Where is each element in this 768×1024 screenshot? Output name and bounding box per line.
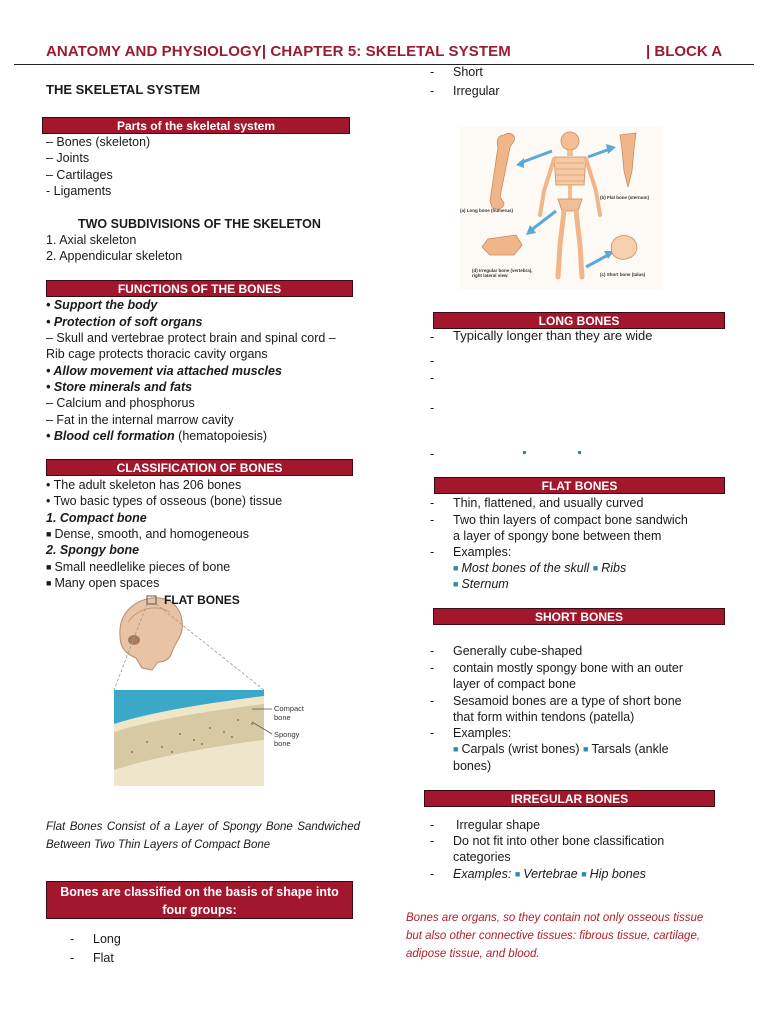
dash-bullet: -: [430, 496, 435, 510]
function-blood-rest: (hematopoiesis): [174, 429, 268, 443]
teal-bullet-icon: ■: [453, 579, 459, 589]
long-bones-heading-bar: LONG BONES: [433, 312, 725, 329]
dash-bullet: -: [430, 371, 435, 385]
classification-spongy-desc: ■ Many open spaces: [46, 576, 160, 590]
classification-two-types: • Two basic types of osseous (bone) tissue: [46, 494, 283, 508]
teal-bullet-icon: ■: [453, 744, 459, 754]
teal-bullet-icon: ■: [581, 869, 587, 879]
function-fat: – Fat in the internal marrow cavity: [46, 413, 234, 427]
teal-bullet-icon: [523, 451, 526, 454]
function-store: • Store minerals and fats: [46, 380, 193, 394]
short-bone-figure-label: (c) Short bone (talus): [600, 272, 646, 277]
irregular-bones-item-continued: categories: [453, 850, 511, 864]
square-bullet-icon: ■: [46, 529, 52, 539]
dash-bullet: -: [430, 818, 435, 832]
function-support: • Support the body: [46, 298, 158, 312]
flat-bone-illustration: [112, 592, 336, 788]
dash-bullet: -: [70, 932, 75, 946]
flat-bones-caption: Flat Bones Consist of a Layer of Spongy Bone Sandwiched Between Two Thin Layers of Compact Bone: [46, 821, 360, 851]
function-blood-bold: • Blood cell formation: [46, 429, 175, 443]
flat-bones-examples: ■ Sternum: [453, 577, 509, 591]
flat-bone-figure-label: (b) Flat bone (sternum): [600, 195, 649, 200]
function-calcium: – Calcium and phosphorus: [46, 396, 195, 410]
function-ribcage-line: Rib cage protects thoracic cavity organs: [46, 347, 268, 361]
flat-bones-item: Thin, flattened, and usually curved: [453, 496, 644, 510]
short-bones-item: contain mostly spongy bone with an outer: [453, 661, 683, 675]
subdivision-item: 2. Appendicular skeleton: [46, 249, 183, 263]
flat-bones-heading-bar: FLAT BONES: [434, 477, 725, 494]
shape-classification-box: Bones are classified on the basis of shape into four groups:: [46, 881, 353, 919]
square-bullet-icon: ■: [46, 562, 52, 572]
document-header-title: ANATOMY AND PHYSIOLOGY| CHAPTER 5: SKELETAL SYSTEM: [46, 43, 511, 60]
classification-adult: • The adult skeleton has 206 bones: [46, 478, 242, 492]
parts-item: – Bones (skeleton): [46, 135, 151, 149]
classification-spongy: 2. Spongy bone: [46, 543, 140, 557]
parts-item: – Cartilages: [46, 168, 113, 182]
function-protection: • Protection of soft organs: [46, 315, 203, 329]
short-bones-examples-label: Examples:: [453, 726, 512, 740]
dash-bullet: -: [430, 84, 435, 98]
subdivision-item: 1. Axial skeleton: [46, 233, 137, 247]
document-header-block: | BLOCK A: [646, 43, 723, 60]
dash-bullet: -: [430, 694, 435, 708]
function-blood: [46, 428, 267, 444]
short-bones-item-continued: layer of compact bone: [453, 677, 576, 691]
header-divider: [14, 64, 754, 65]
classification-spongy-desc: ■ Small needlelike pieces of bone: [46, 560, 231, 574]
short-bones-examples-continued: bones): [453, 759, 492, 773]
dash-bullet: -: [430, 726, 435, 740]
irregular-bones-examples: Examples: ■ Vertebrae ■ Hip bones: [453, 867, 646, 881]
dash-bullet: -: [430, 354, 435, 368]
dash-bullet: -: [430, 545, 435, 559]
teal-bullet-icon: ■: [592, 563, 599, 573]
flat-bones-item: Two thin layers of compact bone sandwich: [453, 513, 688, 527]
dash-bullet: -: [430, 65, 435, 79]
square-bullet-icon: ■: [46, 578, 52, 588]
short-bones-examples: ■ Carpals (wrist bones) ■ Tarsals (ankle: [453, 742, 669, 756]
shape-item-flat: Flat: [93, 951, 114, 965]
irregular-bones-item: Irregular shape: [456, 818, 541, 832]
flat-bone-figure: [112, 592, 336, 788]
short-bones-item: Sesamoid bones are a type of short bone: [453, 694, 682, 708]
dash-bullet: -: [430, 447, 435, 461]
parts-item: – Joints: [46, 151, 90, 165]
function-skull-line: – Skull and vertebrae protect brain and spinal cord –: [46, 331, 336, 345]
dash-bullet: -: [70, 951, 75, 965]
classification-compact-desc: ■ Dense, smooth, and homogeneous: [46, 527, 250, 541]
functions-heading-bar: FUNCTIONS OF THE BONES: [46, 280, 353, 297]
dash-bullet: -: [430, 513, 435, 527]
bones-are-organs-note: Bones are organs, so they contain not only osseous tissue but also other connective tissues: fibrous tissue, cartilage, adipose tissue, and blood.: [406, 912, 704, 960]
flat-bones-examples: ■ Most bones of the skull ■ Ribs: [453, 561, 627, 575]
teal-bullet-icon: ■: [514, 869, 521, 879]
dash-bullet: -: [430, 661, 435, 675]
classification-heading-bar: CLASSIFICATION OF BONES: [46, 459, 353, 476]
dash-bullet: -: [430, 834, 435, 848]
flat-bones-examples-label: Examples:: [453, 545, 512, 559]
teal-bullet-icon: [578, 451, 581, 454]
irregular-bones-heading-bar: IRREGULAR BONES: [424, 790, 715, 807]
function-movement: • Allow movement via attached muscles: [46, 364, 282, 378]
dash-bullet: -: [430, 330, 435, 344]
parts-item: - Ligaments: [46, 184, 112, 198]
dash-bullet: -: [430, 644, 435, 658]
shape-item-irregular: Irregular: [453, 84, 500, 98]
short-bones-item: Generally cube-shaped: [453, 644, 583, 658]
dash-bullet: -: [430, 401, 435, 415]
teal-bullet-icon: ■: [583, 744, 589, 754]
spongy-bone-label: Spongy bone: [274, 730, 300, 748]
flat-bones-item-continued: a layer of spongy bone between them: [453, 529, 662, 543]
subdivisions-heading: TWO SUBDIVISIONS OF THE SKELETON: [78, 217, 321, 231]
classification-compact: 1. Compact bone: [46, 511, 147, 525]
short-bones-heading-bar: SHORT BONES: [433, 608, 725, 625]
long-bone-figure-label: (a) Long bone (humerus): [460, 208, 513, 213]
dash-bullet: -: [430, 867, 435, 881]
shape-item-short: Short: [453, 65, 483, 79]
irregular-bone-figure-label: (d) Irregular bone (vertebra), right lateral view: [472, 268, 533, 278]
irregular-bones-item: Do not fit into other bone classification: [453, 834, 665, 848]
long-bones-item: Typically longer than they are wide: [453, 328, 653, 343]
parts-heading-bar: Parts of the skeletal system: [42, 117, 350, 134]
main-title: THE SKELETAL SYSTEM: [46, 82, 201, 97]
short-bones-item-continued: that form within tendons (patella): [453, 710, 635, 724]
compact-bone-label: Compact bone: [274, 704, 305, 722]
shape-item-long: Long: [93, 932, 121, 946]
teal-bullet-icon: ■: [453, 563, 459, 573]
flat-bones-figure-label: FLAT BONES: [164, 593, 240, 607]
bone-shapes-figure: [460, 127, 662, 289]
